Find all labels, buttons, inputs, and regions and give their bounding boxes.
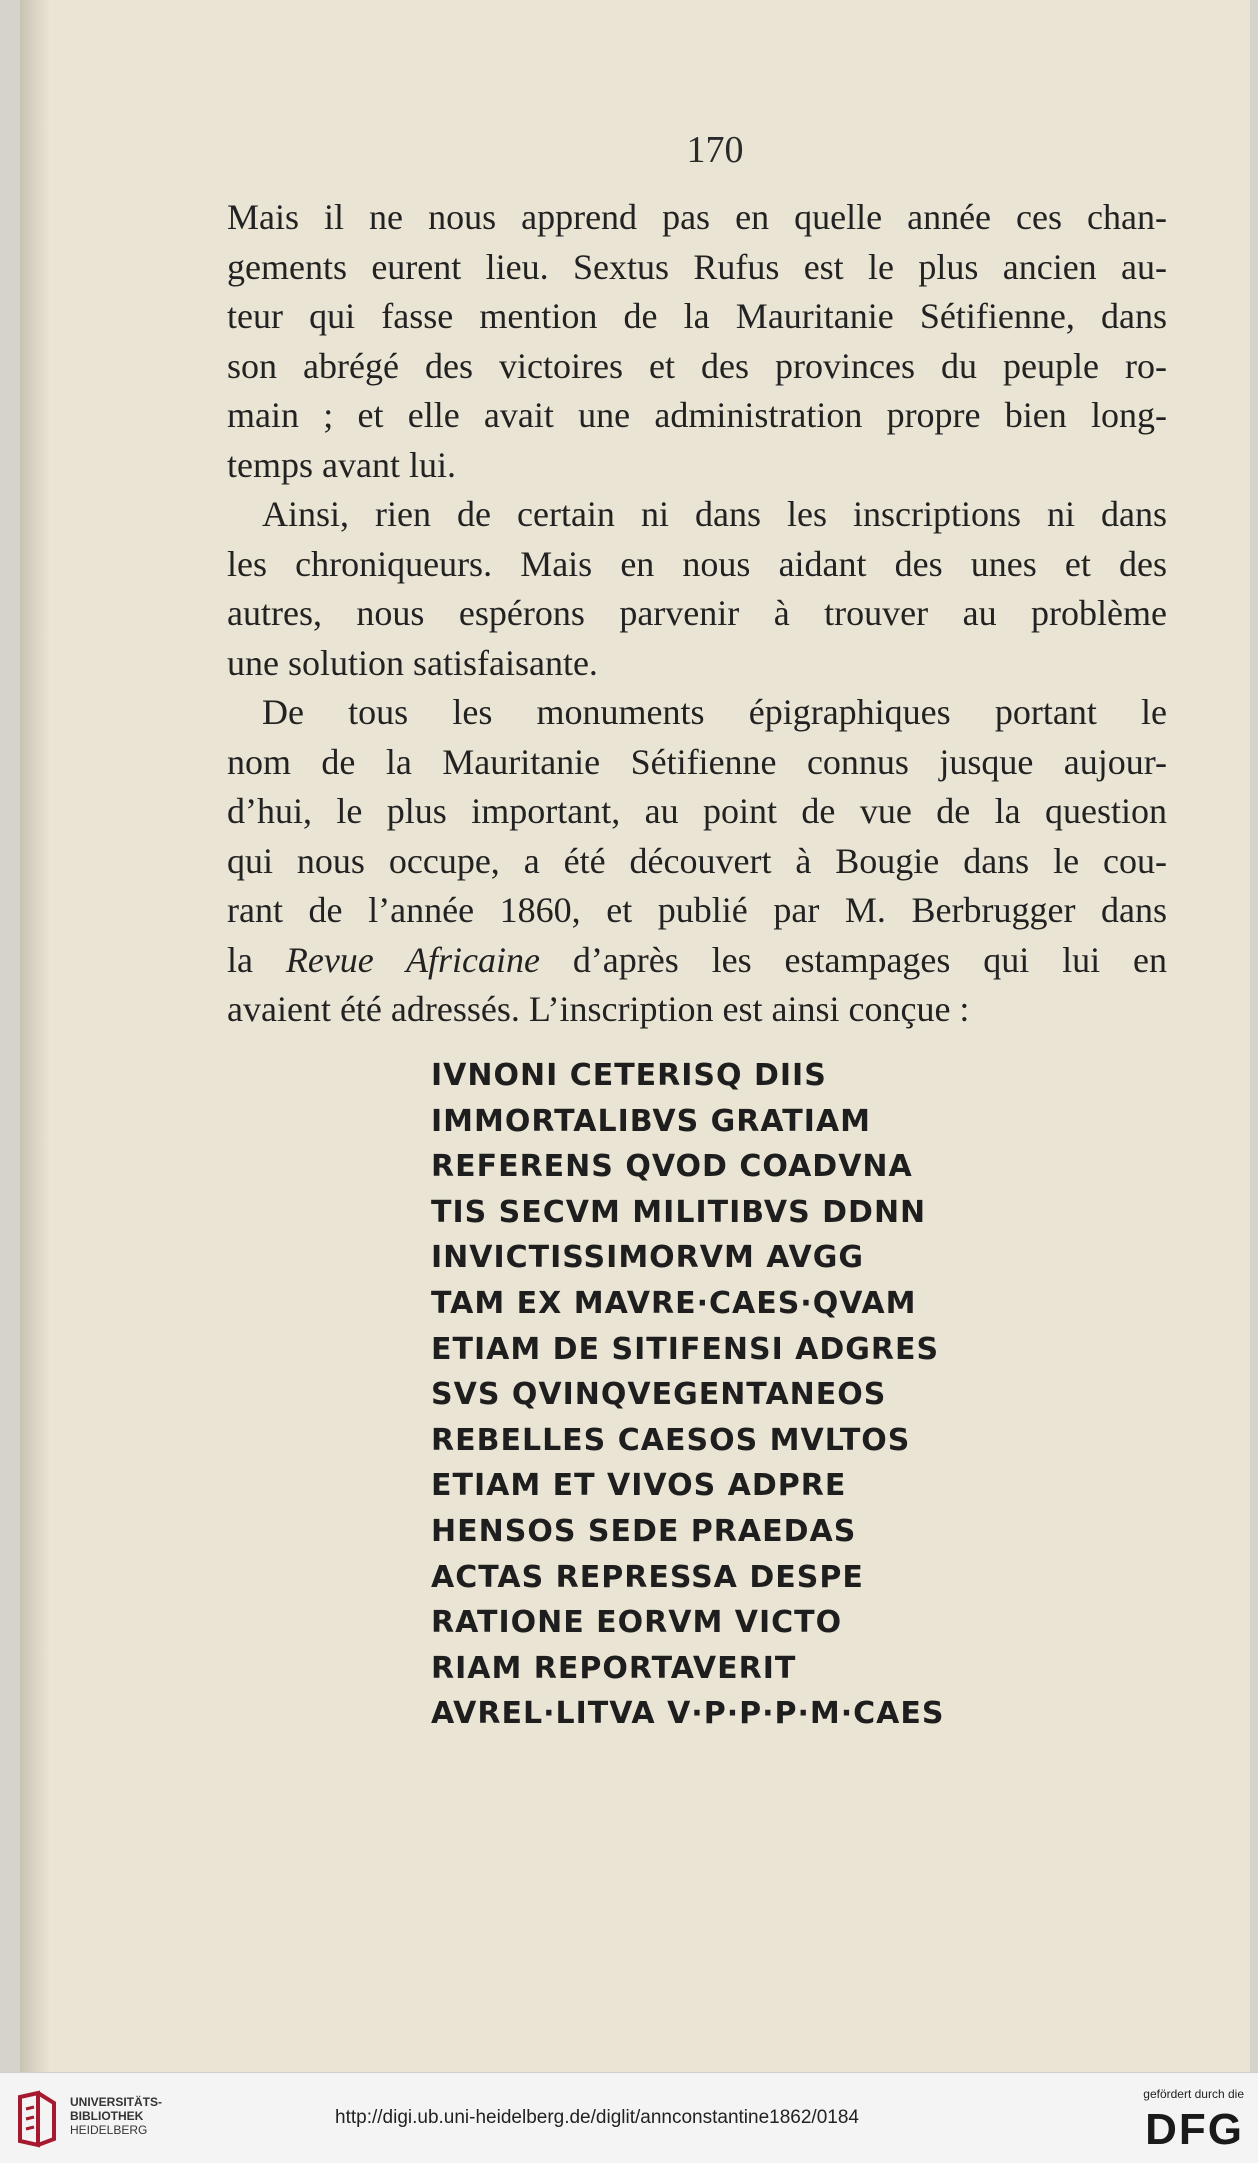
inscription-line: IVNONI CETERISQ DIIS — [431, 1058, 827, 1093]
binding-shadow — [20, 0, 50, 2072]
body-text — [227, 193, 1167, 1035]
text-line: rant de l’année 1860, et publié par M. Berbrugger dans — [227, 890, 1167, 930]
inscription-line: AVREL·LITVA V·P·P·P·M·CAES — [431, 1696, 945, 1732]
inscription-line: RATIONE EORVM VICTO — [431, 1605, 843, 1641]
inscription-line: HENSOS SEDE PRAEDAS — [431, 1513, 857, 1549]
inscription-line: RIAM REPORTAVERIT — [431, 1650, 797, 1686]
library-name — [70, 2095, 162, 2137]
text-line: main ; et elle avait une administration propre bien long- — [227, 395, 1167, 435]
inscription-line: TIS SECVM MILITIBVS DDNN — [431, 1194, 927, 1230]
text-line: gements eurent lieu. Sextus Rufus est le plus ancien au- — [227, 246, 1167, 287]
inscription-line: ETIAM ET VIVOS ADPRE — [431, 1468, 847, 1504]
text-line-with-italic — [227, 936, 1167, 986]
library-name-line: BIBLIOTHEK — [70, 2109, 144, 2123]
inscription-line: REBELLES CAESOS MVLTOS — [431, 1422, 911, 1458]
library-name-line: HEIDELBERG — [70, 2123, 148, 2137]
inscription-line: IMMORTALIBVS GRATIAM — [431, 1103, 871, 1139]
text-line: les chroniqueurs. Mais en nous aidant des unes et des — [227, 543, 1167, 584]
footer-bar — [0, 2072, 1258, 2163]
inscription-line: INVICTISSIMORVM AVGG — [431, 1240, 864, 1276]
latin-inscription — [431, 1053, 944, 1737]
text-line: Ainsi, rien de certain ni dans les inscriptions ni dans — [262, 494, 1167, 534]
inscription-line: ACTAS REPRESSA DESPE — [431, 1559, 864, 1595]
text-fragment: d’après les estampages qui lui en — [539, 939, 1167, 980]
journal-title: Revue Africaine — [285, 939, 540, 980]
text-line: avaient été adressés. L’inscription est ainsi conçue : — [227, 989, 970, 1029]
text-line: nom de la Mauritanie Sétifienne connus jusque aujour- — [227, 741, 1167, 782]
text-line: De tous les monuments épigraphiques portant le — [262, 692, 1167, 732]
text-line: une solution satisfaisante. — [227, 642, 598, 683]
library-name-line: UNIVERSITÄTS- — [70, 2095, 163, 2109]
university-library-logo-icon — [14, 2089, 60, 2149]
dfg-logo: DFG — [1145, 2105, 1244, 2154]
permalink-url[interactable]: http://digi.ub.uni-heidelberg.de/diglit/annconstantine1862/0184 — [335, 2107, 859, 2128]
inscription-line: SVS QVINQVEGENTANEOS — [431, 1377, 887, 1413]
text-line: Mais il ne nous apprend pas en quelle année ces chan- — [227, 197, 1167, 237]
inscription-line: REFERENS QVOD COADVNA — [431, 1149, 913, 1185]
inscription-line: ETIAM DE SITIFENSI ADGRES — [431, 1331, 940, 1367]
text-line: autres, nous espérons parvenir à trouver au problème — [227, 593, 1167, 633]
book-page — [20, 0, 1250, 2072]
text-line: temps avant lui. — [227, 444, 456, 485]
text-line: teur qui fasse mention de la Mauritanie Sétifienne, dans — [227, 296, 1167, 336]
text-fragment: la — [227, 939, 286, 980]
text-line: qui nous occupe, a été découvert à Bougie dans le cou- — [227, 840, 1167, 881]
funder-caption: gefördert durch die — [1143, 2087, 1244, 2101]
page-number: 170 — [686, 129, 744, 171]
text-line: son abrégé des victoires et des provinces du peuple ro- — [227, 345, 1167, 386]
text-line: d’hui, le plus important, au point de vue de la question — [227, 791, 1167, 831]
inscription-line: TAM EX MAVRE·CAES·QVAM — [431, 1285, 917, 1321]
